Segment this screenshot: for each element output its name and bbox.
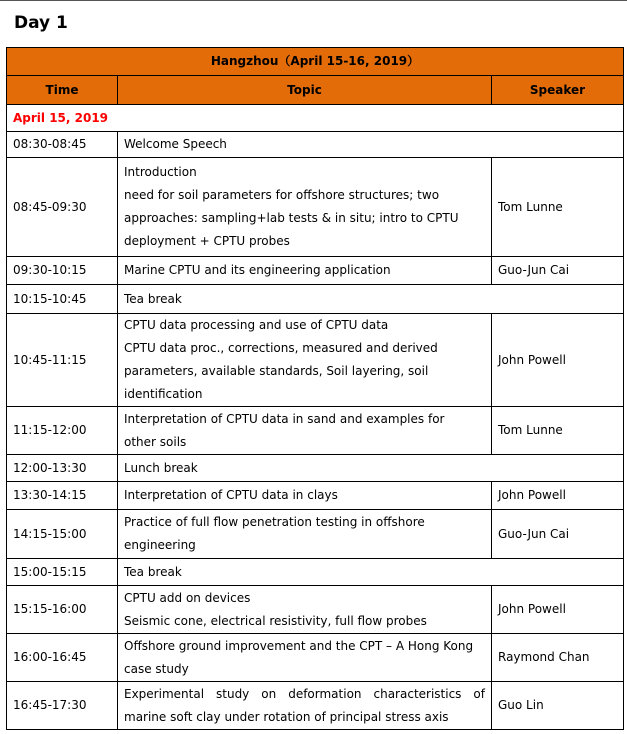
- table-row: [7, 285, 624, 314]
- time-cell: 12:00-13:30: [7, 455, 118, 482]
- schedule-table: [6, 47, 624, 730]
- date-label: April 15, 2019: [7, 105, 624, 132]
- topic-line: Interpretation of CPTU data in clays: [124, 488, 338, 502]
- time-cell: 14:15-15:00: [7, 510, 118, 559]
- speaker-cell: John Powell: [492, 586, 624, 634]
- time-cell: 09:30-10:15: [7, 257, 118, 285]
- time-cell: 13:30-14:15: [7, 482, 118, 510]
- topic-line: engineering: [124, 538, 196, 552]
- topic-cell: [118, 158, 492, 257]
- topic-line: Introduction: [124, 165, 197, 179]
- topic-cell: [118, 407, 492, 455]
- topic-cell: [118, 482, 492, 510]
- column-header-time: Time: [7, 76, 118, 105]
- speaker-cell: John Powell: [492, 314, 624, 407]
- table-row: [7, 407, 624, 455]
- topic-cell: [118, 285, 624, 314]
- topic-line: approaches: sampling+lab tests & in situ; intro to CPTU: [124, 211, 459, 225]
- topic-line: Marine CPTU and its engineering application: [124, 263, 391, 277]
- table-row: [7, 559, 624, 586]
- topic-line: deployment + CPTU probes: [124, 234, 290, 248]
- time-cell: 16:00-16:45: [7, 634, 118, 682]
- topic-line: Seismic cone, electrical resistivity, full flow probes: [124, 613, 427, 628]
- topic-line: CPTU data proc., corrections, measured and derived: [124, 341, 438, 355]
- top-rule: [0, 0, 627, 1]
- topic-cell: [118, 510, 492, 559]
- time-cell: 08:45-09:30: [7, 158, 118, 257]
- table-row: [7, 586, 624, 634]
- date-row: [7, 105, 624, 132]
- time-cell: 10:15-10:45: [7, 285, 118, 314]
- speaker-cell: Guo-Jun Cai: [492, 510, 624, 559]
- topic-line: identification: [124, 387, 203, 401]
- column-header-speaker: Speaker: [492, 76, 624, 105]
- topic-line: Offshore ground improvement and the CPT – A Hong Kong: [124, 638, 474, 653]
- topic-line: Interpretation of CPTU data in sand and examples for: [124, 411, 445, 426]
- topic-line: Tea break: [124, 564, 182, 579]
- topic-line: Welcome Speech: [124, 137, 227, 151]
- time-cell: 16:45-17:30: [7, 682, 118, 730]
- topic-line: Tea break: [124, 291, 182, 306]
- topic-cell: [118, 586, 492, 634]
- table-row: [7, 634, 624, 682]
- time-cell: 08:30-08:45: [7, 132, 118, 158]
- time-cell: 15:00-15:15: [7, 559, 118, 586]
- table-row: [7, 682, 624, 730]
- speaker-cell: Tom Lunne: [492, 158, 624, 257]
- topic-cell: [118, 682, 492, 730]
- table-row: [7, 158, 624, 257]
- topic-cell: [118, 559, 624, 586]
- topic-cell: [118, 314, 492, 407]
- speaker-cell: Guo Lin: [492, 682, 624, 730]
- topic-cell: [118, 132, 624, 158]
- topic-line: CPTU add on devices: [124, 590, 251, 605]
- topic-line: marine soft clay under rotation of principal stress axis: [124, 709, 449, 724]
- day-title: Day 1: [14, 13, 68, 33]
- city-header-row: [7, 48, 624, 76]
- table-row: [7, 482, 624, 510]
- topic-line: need for soil parameters for offshore structures; two: [124, 188, 440, 202]
- table-row: [7, 132, 624, 158]
- speaker-cell: Raymond Chan: [492, 634, 624, 682]
- topic-line: Practice of full flow penetration testing in offshore: [124, 515, 425, 529]
- topic-line: Lunch break: [124, 460, 198, 475]
- column-header-row: [7, 76, 624, 105]
- time-cell: 10:45-11:15: [7, 314, 118, 407]
- time-cell: 15:15-16:00: [7, 586, 118, 634]
- speaker-cell: John Powell: [492, 482, 624, 510]
- topic-line: case study: [124, 661, 189, 676]
- city-header: Hangzhou（April 15-16, 2019）: [7, 48, 624, 76]
- topic-line: Experimental study on deformation characteristics of: [124, 686, 485, 701]
- topic-cell: [118, 455, 624, 482]
- topic-cell: [118, 634, 492, 682]
- topic-line: other soils: [124, 434, 187, 449]
- table-row: [7, 510, 624, 559]
- table-row: [7, 257, 624, 285]
- topic-line: parameters, available standards, Soil layering, soil: [124, 364, 429, 378]
- topic-line: CPTU data processing and use of CPTU data: [124, 318, 389, 332]
- topic-cell: [118, 257, 492, 285]
- speaker-cell: Guo-Jun Cai: [492, 257, 624, 285]
- time-cell: 11:15-12:00: [7, 407, 118, 455]
- column-header-topic: Topic: [118, 76, 492, 105]
- speaker-cell: Tom Lunne: [492, 407, 624, 455]
- table-row: [7, 314, 624, 407]
- table-row: [7, 455, 624, 482]
